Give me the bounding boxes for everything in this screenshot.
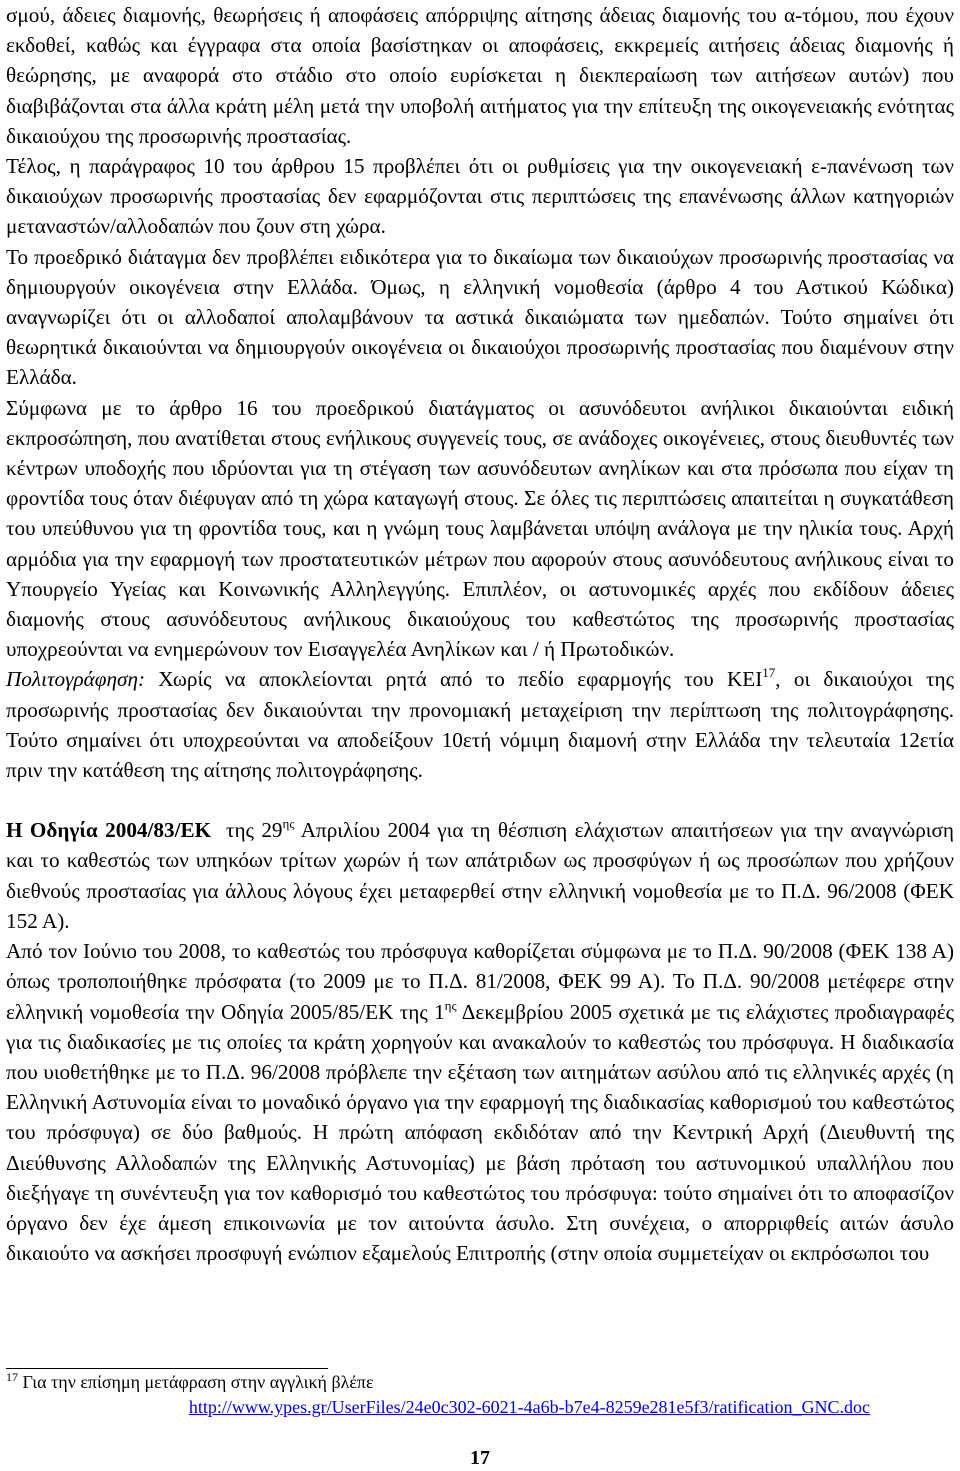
paragraph-family-creation: Το προεδρικό διάταγμα δεν προβλέπει ειδικότερα για το δικαίωμα των δικαιούχων προσωρινής προστασίας να δημιουργούν οικογένεια στην Ελλάδα. Όμως, η ελληνική νομοθεσία (άρθρο 4 του Αστικού Κώδικα) αναγνωρίζει ότι οι αλλοδαποί απολαμβάνουν τα αστικά δικαιώματα των ημεδαπών. Τούτο σημαίνει ότι θεωρητικά δικαιούνται να δημιουργούν οικογένεια οι δικαιούχοι προσωρινής προστασίας που διαμένουν στην Ελλάδα. <box>6 244 954 390</box>
footnote-separator <box>6 1368 328 1369</box>
naturalization-text-a: Χωρίς να αποκλείονται ρητά από το πεδίο εφαρμογής του ΚΕΙ <box>145 667 763 692</box>
footnote-line <box>6 1371 954 1393</box>
body-text <box>6 0 954 1268</box>
footnote-link[interactable]: http://www.ypes.gr/UserFiles/24e0c302-6021-4a6b-b7e4-8259e281e5f3/ratification_GNC.doc <box>188 1397 870 1417</box>
naturalization-text-b: , οι δικαιούχοι της προσωρινής προστασίας δεν δικαιούνται την προνομιακή μεταχείριση την περίπτωση της πολιτογράφησης. Τούτο σημαίνει ότι υποχρεούνται να αποδείξουν 10ετή νόμιμη διαμονή στην Ελλάδα την τελευταία 12ετία πριν την κατάθεση της αίτησης πολιτογράφησης. <box>6 667 954 783</box>
refugee-ordinal-suffix: ης <box>444 997 457 1013</box>
directive-heading: Η Οδηγία 2004/83/ΕΚ <box>6 818 212 843</box>
footnote-number: 17 <box>6 1370 18 1384</box>
paragraph-unaccompanied-minors: Σύμφωνα με το άρθρο 16 του προεδρικού διατάγματος οι ασυνόδευτοι ανήλικοι δικαιούνται ειδική εκπροσώπηση, που ανατίθεται στους ενήλικους συγγενείς τους, σε ανάδοχες οικογένειες, στους διευθυντές των κέντρων υποδοχής που ιδρύονται για τη στέγαση των ασυνόδευτων ανηλίκων και στα πρόσωπα που είχαν τη φροντίδα τους όταν διέφυγαν από τη χώρα καταγωγή στους. Σε όλες τις περιπτώσεις απαιτείται η συγκατάθεση του υπεύθυνου για τη φροντίδα τους, και η γνώμη τους λαμβάνεται υπόψη ανάλογα με την ηλικία τους. Αρχή αρμόδια για την εφαρμογή των προστατευτικών μέτρων που αφορούν στους ασυνόδευτους ανήλικους είναι το Υπουργείο Υγείας και Κοινωνικής Αλληλεγγύης. Επιπλέον, οι αστυνομικές αρχές που εκδίδουν άδειες διαμονής στους ασυνόδευτους ανήλικους δικαιούχους του καθεστώτος της προσωρινής προστασίας υποχρεούνται να ενημερώνουν τον Εισαγγελέα Ανηλίκων και / ή Πρωτοδικών. <box>6 395 954 662</box>
paragraph-naturalization <box>6 664 954 785</box>
directive-ordinal-suffix: ης <box>282 816 295 832</box>
refugee-text-b: Δεκεμβρίου 2005 σχετικά με τις ελάχιστες προδιαγραφές για τις διαδικασίες με τις οποίες τα κράτη χορηγούν και ανακαλούν το καθεστώς του πρόσφυγα. Η διαδικασία που υιοθετήθηκε με το Π.Δ. 96/2008 πρόβλεπε την εξέταση των αιτημάτων ασύλου από τις ελληνικές αρχές (η Ελληνική Αστυνομία είναι το μοναδικό όργανο για την εφαρμογή της διαδικασίας καθορισμού του καθεστώτος του πρόσφυγα) σε δύο βαθμούς. Η πρώτη απόφαση εκδιδόταν από την Κεντρική Αρχή (Διευθυντή της Διεύθυνσης Αλλοδαπών της Ελληνικής Αστυνομίας) με βάση πρόταση του αστυνομικού υπαλλήλου που διεξήγαγε τη συνέντευξη για τον καθορισμό του καθεστώτος του πρόσφυγα: τούτο σημαίνει ότι το αποφασίζον όργανο δεν έχε άμεση επικοινωνία με τον αιτούντα άσυλο. Στη συνέχεια, ο απορριφθείς αιτών άσυλο δικαιούτο να ασκήσει προσφυγή ενώπιον εξαμελούς Επιτροπής (στην οποία συμμετείχαν οι εκπρόσωποι του <box>6 999 954 1266</box>
paragraph-refugee-status <box>6 936 954 1268</box>
refugee-text-a: Από τον Ιούνιο του 2008, το καθεστώς του πρόσφυγα καθορίζεται σύμφωνα με το Π.Δ. 90/2008 (ΦΕΚ 138 Α) όπως τροποποιήθηκε πρόσφατα (το 2009 με το Π.Δ. 81/2008, ΦΕΚ 99 Α). Το Π.Δ. 90/2008 μετέφερε στην ελληνική νομοθεσία την Οδηγία 2005/85/ΕΚ της 1 <box>6 939 954 1024</box>
footnote <box>6 1371 954 1418</box>
naturalization-label: Πολιτογράφηση: <box>6 667 146 692</box>
footnote-reference[interactable]: 17 <box>762 665 776 681</box>
paragraph-family-reunification: Τέλος, η παράγραφος 10 του άρθρου 15 προβλέπει ότι οι ρυθμίσεις για την οικογενειακή ε-πανένωση των δικαιούχων προσωρινής προστασίας δεν εφαρμόζονται στις περιπτώσεις της επανένωσης άλλων κατηγοριών μεταναστών/αλλοδαπών που ζουν στη χώρα. <box>6 154 954 239</box>
page-number: 17 <box>470 1447 490 1469</box>
directive-text-b: Απριλίου 2004 για τη θέσπιση ελάχιστων απαιτήσεων για την αναγνώριση και το καθεστώς των υπηκόων τρίτων χωρών ή των απάτριδων ως προσφύγων ή ως προσώπων που χρήζουν διεθνούς προστασίας για άλλους λόγους έχει μεταφερθεί στην ελληνική νομοθεσία με το Π.Δ. 96/2008 (ΦΕΚ 152 Α). <box>6 818 954 933</box>
paragraph-directive <box>6 815 954 936</box>
paragraph-continuation: σμού, άδειες διαμονής, θεωρήσεις ή αποφάσεις απόρριψης αίτησης άδειας διαμονής του α-τόμου, που έχουν εκδοθεί, καθώς και έγγραφα στα οποία βασίστηκαν οι αποφάσεις, εκκρεμείς αιτήσεις άδειας διαμονής ή θεώρησης, με αναφορά στο στάδιο στο οποίο ευρίσκεται η διεκπεραίωση των αιτήσεων αυτών) που διαβιβάζονται στα άλλα κράτη μέλη μετά την υποβολή αιτήματος για την επίτευξη της οικογενειακής ενότητας δικαιούχου της προσωρινής προστασίας. <box>6 3 954 148</box>
footnote-text: Για την επίσημη μετάφραση στην αγγλική βλέπε <box>18 1372 374 1392</box>
paragraph-gap <box>6 785 954 815</box>
directive-text-a: της 29 <box>211 818 283 843</box>
